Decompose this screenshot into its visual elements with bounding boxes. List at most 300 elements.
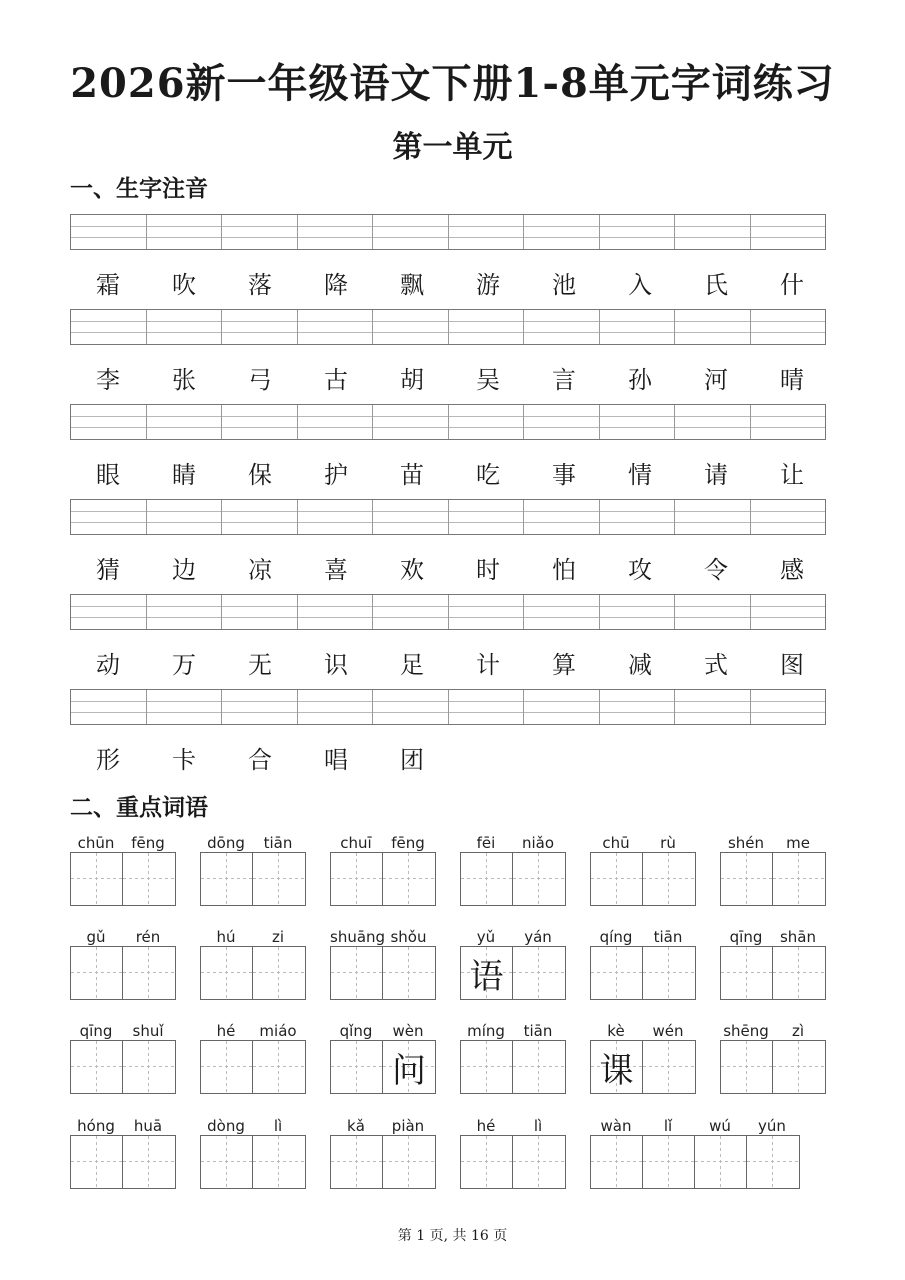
- practice-character: 足: [400, 651, 424, 679]
- given-character: [513, 1136, 565, 1188]
- pinyin-writing-strip: [70, 214, 826, 250]
- given-character: [591, 853, 642, 905]
- tianzi-box[interactable]: [71, 1136, 123, 1188]
- word-pinyin: [590, 1117, 798, 1135]
- tianzi-box[interactable]: [461, 1136, 513, 1188]
- tianzi-box[interactable]: [643, 1041, 695, 1093]
- pinyin-syllable: qīng: [729, 928, 763, 946]
- pinyin-syllable: yún: [758, 1117, 786, 1135]
- pinyin-answer-cell[interactable]: [524, 405, 600, 439]
- given-character: [591, 1136, 642, 1188]
- given-character: [721, 947, 772, 999]
- tianzi-box[interactable]: [461, 947, 513, 999]
- pinyin-answer-cell[interactable]: [449, 690, 525, 724]
- tianzi-box[interactable]: [71, 947, 123, 999]
- practice-character: 形: [96, 746, 120, 774]
- practice-character: 万: [172, 651, 196, 679]
- pinyin-answer-cell[interactable]: [298, 405, 374, 439]
- tianzi-boxes: [70, 852, 176, 906]
- pinyin-answer-cell[interactable]: [751, 690, 826, 724]
- pinyin-answer-cell[interactable]: [449, 310, 525, 344]
- tianzi-box[interactable]: [383, 853, 435, 905]
- given-character: [123, 853, 175, 905]
- given-character: [123, 947, 175, 999]
- tianzi-box[interactable]: [331, 947, 383, 999]
- pinyin-syllable: lì: [533, 1117, 543, 1135]
- tianzi-box[interactable]: [201, 853, 253, 905]
- pinyin-answer-cell[interactable]: [298, 500, 374, 534]
- practice-character: 游: [476, 271, 500, 299]
- pinyin-syllable: chuī: [340, 834, 372, 852]
- practice-character: 猜: [96, 556, 120, 584]
- pinyin-syllable: wèn: [392, 1022, 424, 1040]
- character-row: [70, 360, 830, 395]
- pinyin-answer-cell[interactable]: [524, 595, 600, 629]
- practice-character: 令: [704, 556, 728, 584]
- pinyin-syllable: rén: [135, 928, 161, 946]
- pinyin-syllable: qíng: [599, 928, 633, 946]
- pinyin-syllable: tiān: [653, 928, 683, 946]
- practice-character: 唱: [324, 746, 348, 774]
- given-character: [71, 947, 122, 999]
- practice-character: 李: [96, 366, 120, 394]
- given-character: [123, 1136, 175, 1188]
- pinyin-answer-cell[interactable]: [71, 500, 147, 534]
- pinyin-syllable: shuǐ: [132, 1022, 164, 1040]
- tianzi-box[interactable]: [721, 1041, 773, 1093]
- word-pinyin: [460, 1022, 564, 1040]
- given-character: [513, 947, 565, 999]
- given-character: [643, 853, 695, 905]
- word-pinyin: [70, 928, 174, 946]
- pinyin-syllable: qīng: [79, 1022, 113, 1040]
- pinyin-answer-cell[interactable]: [751, 310, 826, 344]
- tianzi-box[interactable]: [773, 1041, 825, 1093]
- practice-character: 卡: [172, 746, 196, 774]
- pinyin-syllable: lǐ: [663, 1117, 673, 1135]
- given-character: [253, 947, 305, 999]
- practice-character: 孙: [628, 366, 652, 394]
- pinyin-answer-cell[interactable]: [373, 215, 449, 249]
- given-character: [773, 853, 825, 905]
- tianzi-boxes: [200, 946, 306, 1000]
- pinyin-syllable: wén: [652, 1022, 684, 1040]
- practice-character: 苗: [400, 461, 424, 489]
- pinyin-syllable: zi: [271, 928, 285, 946]
- given-character: [383, 947, 435, 999]
- tianzi-boxes: [70, 1135, 176, 1189]
- pinyin-syllable: lì: [273, 1117, 283, 1135]
- pinyin-answer-cell[interactable]: [222, 310, 298, 344]
- tianzi-box[interactable]: [383, 947, 435, 999]
- section-heading-pinyin: 一、生字注音: [70, 176, 208, 202]
- pinyin-answer-cell[interactable]: [147, 500, 223, 534]
- pinyin-answer-cell[interactable]: [449, 405, 525, 439]
- pinyin-answer-cell[interactable]: [675, 690, 751, 724]
- pinyin-answer-cell[interactable]: [147, 310, 223, 344]
- word-pinyin: [200, 928, 304, 946]
- practice-character: 古: [324, 366, 348, 394]
- pinyin-syllable: míng: [467, 1022, 505, 1040]
- word-pinyin: [330, 1022, 434, 1040]
- pinyin-answer-cell[interactable]: [373, 500, 449, 534]
- given-character: [747, 1136, 799, 1188]
- given-character: [253, 1041, 305, 1093]
- practice-character: 护: [324, 461, 348, 489]
- pinyin-answer-cell[interactable]: [524, 690, 600, 724]
- pinyin-answer-cell[interactable]: [298, 215, 374, 249]
- given-character: [383, 1136, 435, 1188]
- tianzi-box[interactable]: [773, 947, 825, 999]
- pinyin-syllable: huā: [133, 1117, 163, 1135]
- tianzi-box[interactable]: [331, 853, 383, 905]
- pinyin-syllable: shēng: [723, 1022, 769, 1040]
- tianzi-boxes: [720, 946, 826, 1000]
- pinyin-answer-cell[interactable]: [222, 215, 298, 249]
- pinyin-answer-cell[interactable]: [524, 500, 600, 534]
- pinyin-syllable: wú: [709, 1117, 731, 1135]
- pinyin-syllable: fēi: [476, 834, 496, 852]
- tianzi-box[interactable]: [201, 1041, 253, 1093]
- word-pinyin: [460, 834, 564, 852]
- practice-character: 事: [552, 461, 576, 489]
- tianzi-box[interactable]: [643, 853, 695, 905]
- practice-character: 凉: [248, 556, 272, 584]
- pinyin-answer-cell[interactable]: [675, 500, 751, 534]
- pinyin-syllable: kè: [607, 1022, 625, 1040]
- given-character: [201, 947, 252, 999]
- practice-character: 河: [704, 366, 728, 394]
- word-pinyin: [590, 1022, 694, 1040]
- pinyin-syllable: hóng: [77, 1117, 115, 1135]
- document-title: 2026新一年级语文下册1-8单元字词练习: [70, 60, 835, 107]
- tianzi-box[interactable]: [253, 1041, 305, 1093]
- tianzi-boxes: [460, 946, 566, 1000]
- pinyin-syllable: me: [786, 834, 810, 852]
- pinyin-syllable: piàn: [391, 1117, 425, 1135]
- tianzi-boxes: [70, 1040, 176, 1094]
- tianzi-box[interactable]: [643, 1136, 695, 1188]
- given-character: [331, 853, 382, 905]
- tianzi-box[interactable]: [461, 853, 513, 905]
- given-character: [331, 1136, 382, 1188]
- given-character: [461, 853, 512, 905]
- given-character: [643, 1041, 695, 1093]
- practice-character: 感: [780, 556, 804, 584]
- tianzi-box[interactable]: [773, 853, 825, 905]
- pinyin-answer-cell[interactable]: [298, 310, 374, 344]
- pinyin-answer-cell[interactable]: [222, 405, 298, 439]
- tianzi-box[interactable]: [591, 947, 643, 999]
- practice-character: 计: [476, 651, 500, 679]
- practice-character: 式: [704, 651, 728, 679]
- tianzi-boxes: [200, 852, 306, 906]
- pinyin-syllable: shān: [779, 928, 817, 946]
- tianzi-box[interactable]: [123, 853, 175, 905]
- tianzi-box[interactable]: [253, 1136, 305, 1188]
- practice-character: 睛: [172, 461, 196, 489]
- given-character: [331, 947, 382, 999]
- character-row: [70, 740, 830, 775]
- tianzi-boxes: [590, 1040, 696, 1094]
- tianzi-boxes: [200, 1040, 306, 1094]
- pinyin-syllable: hé: [476, 1117, 496, 1135]
- pinyin-answer-cell[interactable]: [222, 500, 298, 534]
- tianzi-boxes: [330, 1040, 436, 1094]
- vocabulary-row: [70, 928, 830, 1010]
- pinyin-answer-cell[interactable]: [675, 405, 751, 439]
- given-character: [721, 853, 772, 905]
- practice-character: 入: [628, 271, 652, 299]
- pinyin-writing-strip: [70, 309, 826, 345]
- pinyin-answer-cell[interactable]: [524, 310, 600, 344]
- given-character: [71, 1041, 122, 1093]
- practice-character: 落: [248, 271, 272, 299]
- tianzi-box[interactable]: [513, 853, 565, 905]
- given-character: [695, 1136, 746, 1188]
- practice-character: 降: [324, 271, 348, 299]
- given-character: [201, 853, 252, 905]
- practice-character: 边: [172, 556, 196, 584]
- pinyin-answer-cell[interactable]: [147, 405, 223, 439]
- tianzi-box[interactable]: [331, 1136, 383, 1188]
- tianzi-box[interactable]: [123, 947, 175, 999]
- pinyin-answer-cell[interactable]: [373, 595, 449, 629]
- pinyin-syllable: shǒu: [390, 928, 427, 946]
- tianzi-box[interactable]: [643, 947, 695, 999]
- word-pinyin: [200, 1117, 304, 1135]
- pinyin-answer-cell[interactable]: [675, 310, 751, 344]
- pinyin-syllable: yǔ: [476, 928, 496, 946]
- tianzi-box[interactable]: [383, 1136, 435, 1188]
- tianzi-boxes: [200, 1135, 306, 1189]
- pinyin-answer-cell[interactable]: [600, 405, 676, 439]
- pinyin-answer-cell[interactable]: [751, 215, 826, 249]
- given-character: [253, 853, 305, 905]
- tianzi-box[interactable]: [123, 1136, 175, 1188]
- pinyin-answer-cell[interactable]: [751, 595, 826, 629]
- tianzi-box[interactable]: [591, 1136, 643, 1188]
- tianzi-box[interactable]: [383, 1041, 435, 1093]
- practice-character: 团: [400, 746, 424, 774]
- tianzi-boxes: [330, 1135, 436, 1189]
- pinyin-answer-cell[interactable]: [449, 595, 525, 629]
- tianzi-box[interactable]: [253, 853, 305, 905]
- practice-character: 请: [704, 461, 728, 489]
- practice-character: 吹: [172, 271, 196, 299]
- given-character: 问: [392, 1050, 426, 1091]
- pinyin-answer-cell[interactable]: [222, 595, 298, 629]
- character-row: [70, 455, 830, 490]
- pinyin-answer-cell[interactable]: [600, 595, 676, 629]
- practice-character: 无: [248, 651, 272, 679]
- tianzi-box[interactable]: [591, 1041, 643, 1093]
- word-pinyin: [720, 1022, 824, 1040]
- word-pinyin: [70, 1117, 174, 1135]
- pinyin-answer-cell[interactable]: [222, 690, 298, 724]
- page-footer: 第 1 页, 共 16 页: [397, 1228, 508, 1244]
- given-character: [461, 1041, 512, 1093]
- pinyin-answer-cell[interactable]: [524, 215, 600, 249]
- practice-character: 时: [476, 556, 500, 584]
- word-pinyin: [330, 834, 434, 852]
- given-character: [643, 1136, 694, 1188]
- pinyin-answer-cell[interactable]: [675, 215, 751, 249]
- pinyin-answer-cell[interactable]: [600, 500, 676, 534]
- tianzi-box[interactable]: [461, 1041, 513, 1093]
- tianzi-boxes: [460, 1040, 566, 1094]
- pinyin-answer-cell[interactable]: [449, 215, 525, 249]
- practice-character: 合: [248, 746, 272, 774]
- pinyin-answer-cell[interactable]: [71, 405, 147, 439]
- practice-character: 吴: [476, 366, 500, 394]
- practice-character: 眼: [96, 461, 120, 489]
- tianzi-box[interactable]: [513, 947, 565, 999]
- pinyin-answer-cell[interactable]: [71, 595, 147, 629]
- word-pinyin: [460, 1117, 564, 1135]
- given-character: [71, 1136, 122, 1188]
- pinyin-syllable: hé: [216, 1022, 236, 1040]
- practice-character: 怕: [552, 556, 576, 584]
- practice-character: 氏: [704, 271, 728, 299]
- pinyin-syllable: niǎo: [521, 834, 555, 852]
- pinyin-answer-cell[interactable]: [147, 595, 223, 629]
- pinyin-answer-cell[interactable]: [600, 690, 676, 724]
- pinyin-syllable: miáo: [259, 1022, 297, 1040]
- given-character: [331, 1041, 382, 1093]
- tianzi-box[interactable]: [721, 947, 773, 999]
- word-pinyin: [590, 928, 694, 946]
- practice-character: 算: [552, 651, 576, 679]
- tianzi-boxes: [330, 852, 436, 906]
- pinyin-answer-cell[interactable]: [751, 500, 826, 534]
- given-character: [201, 1041, 252, 1093]
- section-heading-vocabulary: 二、重点词语: [70, 795, 208, 821]
- given-character: [383, 853, 435, 905]
- tianzi-box[interactable]: [721, 853, 773, 905]
- pinyin-answer-cell[interactable]: [373, 690, 449, 724]
- tianzi-box[interactable]: [253, 947, 305, 999]
- pinyin-syllable: shuāng: [330, 928, 386, 946]
- given-character: [643, 947, 695, 999]
- practice-character: 攻: [628, 556, 652, 584]
- pinyin-answer-cell[interactable]: [147, 690, 223, 724]
- given-character: 语: [469, 956, 504, 997]
- pinyin-answer-cell[interactable]: [147, 215, 223, 249]
- tianzi-boxes: [70, 946, 176, 1000]
- tianzi-boxes: [590, 852, 696, 906]
- pinyin-syllable: shén: [727, 834, 765, 852]
- word-pinyin: [330, 928, 434, 946]
- given-character: [201, 1136, 252, 1188]
- practice-character: 池: [552, 271, 576, 299]
- tianzi-box[interactable]: [513, 1041, 565, 1093]
- tianzi-box[interactable]: [201, 1136, 253, 1188]
- tianzi-box[interactable]: [591, 853, 643, 905]
- vocabulary-row: [70, 1117, 830, 1199]
- practice-character: 晴: [780, 366, 804, 394]
- tianzi-boxes: [590, 946, 696, 1000]
- pinyin-syllable: tiān: [263, 834, 293, 852]
- practice-character: 喜: [324, 556, 348, 584]
- given-character: 课: [599, 1050, 634, 1091]
- given-character: [513, 1041, 565, 1093]
- pinyin-syllable: qǐng: [339, 1022, 373, 1040]
- pinyin-writing-strip: [70, 499, 826, 535]
- practice-character: 什: [780, 271, 804, 299]
- word-pinyin: [720, 834, 824, 852]
- tianzi-box[interactable]: [747, 1136, 799, 1188]
- pinyin-answer-cell[interactable]: [751, 405, 826, 439]
- pinyin-answer-cell[interactable]: [71, 310, 147, 344]
- pinyin-syllable: yán: [524, 928, 552, 946]
- word-pinyin: [460, 928, 564, 946]
- pinyin-answer-cell[interactable]: [373, 310, 449, 344]
- tianzi-box[interactable]: [123, 1041, 175, 1093]
- pinyin-answer-cell[interactable]: [600, 215, 676, 249]
- unit-title: 第一单元: [392, 130, 513, 165]
- pinyin-answer-cell[interactable]: [71, 215, 147, 249]
- pinyin-syllable: chū: [602, 834, 630, 852]
- pinyin-answer-cell[interactable]: [373, 405, 449, 439]
- given-character: [721, 1041, 772, 1093]
- practice-character: 胡: [400, 366, 424, 394]
- word-pinyin: [200, 834, 304, 852]
- tianzi-box[interactable]: [201, 947, 253, 999]
- character-row: [70, 265, 830, 300]
- tianzi-box[interactable]: [513, 1136, 565, 1188]
- word-pinyin: [330, 1117, 434, 1135]
- pinyin-syllable: zì: [791, 1022, 805, 1040]
- tianzi-boxes: [330, 946, 436, 1000]
- tianzi-box[interactable]: [71, 1041, 123, 1093]
- pinyin-answer-cell[interactable]: [298, 595, 374, 629]
- tianzi-box[interactable]: [331, 1041, 383, 1093]
- word-pinyin: [70, 1022, 174, 1040]
- given-character: [461, 1136, 512, 1188]
- given-character: [591, 947, 642, 999]
- pinyin-syllable: gǔ: [86, 928, 106, 946]
- pinyin-syllable: chūn: [77, 834, 115, 852]
- pinyin-answer-cell[interactable]: [675, 595, 751, 629]
- tianzi-box[interactable]: [71, 853, 123, 905]
- vocabulary-row: [70, 834, 830, 916]
- practice-character: 减: [628, 651, 652, 679]
- pinyin-answer-cell[interactable]: [298, 690, 374, 724]
- vocabulary-row: [70, 1022, 830, 1104]
- practice-character: 图: [780, 651, 804, 679]
- tianzi-box[interactable]: [695, 1136, 747, 1188]
- tianzi-boxes: [590, 1135, 800, 1189]
- pinyin-answer-cell[interactable]: [449, 500, 525, 534]
- pinyin-writing-strip: [70, 689, 826, 725]
- pinyin-answer-cell[interactable]: [600, 310, 676, 344]
- tianzi-boxes: [720, 1040, 826, 1094]
- practice-character: 动: [96, 651, 120, 679]
- given-character: [513, 853, 565, 905]
- practice-character: 言: [552, 366, 576, 394]
- tianzi-boxes: [460, 852, 566, 906]
- pinyin-syllable: kǎ: [347, 1117, 365, 1135]
- practice-character: 张: [172, 366, 196, 394]
- practice-character: 情: [628, 461, 652, 489]
- pinyin-syllable: fēng: [391, 834, 425, 852]
- given-character: [123, 1041, 175, 1093]
- practice-character: 让: [780, 461, 804, 489]
- practice-character: 识: [324, 651, 348, 679]
- tianzi-boxes: [720, 852, 826, 906]
- pinyin-answer-cell[interactable]: [71, 690, 147, 724]
